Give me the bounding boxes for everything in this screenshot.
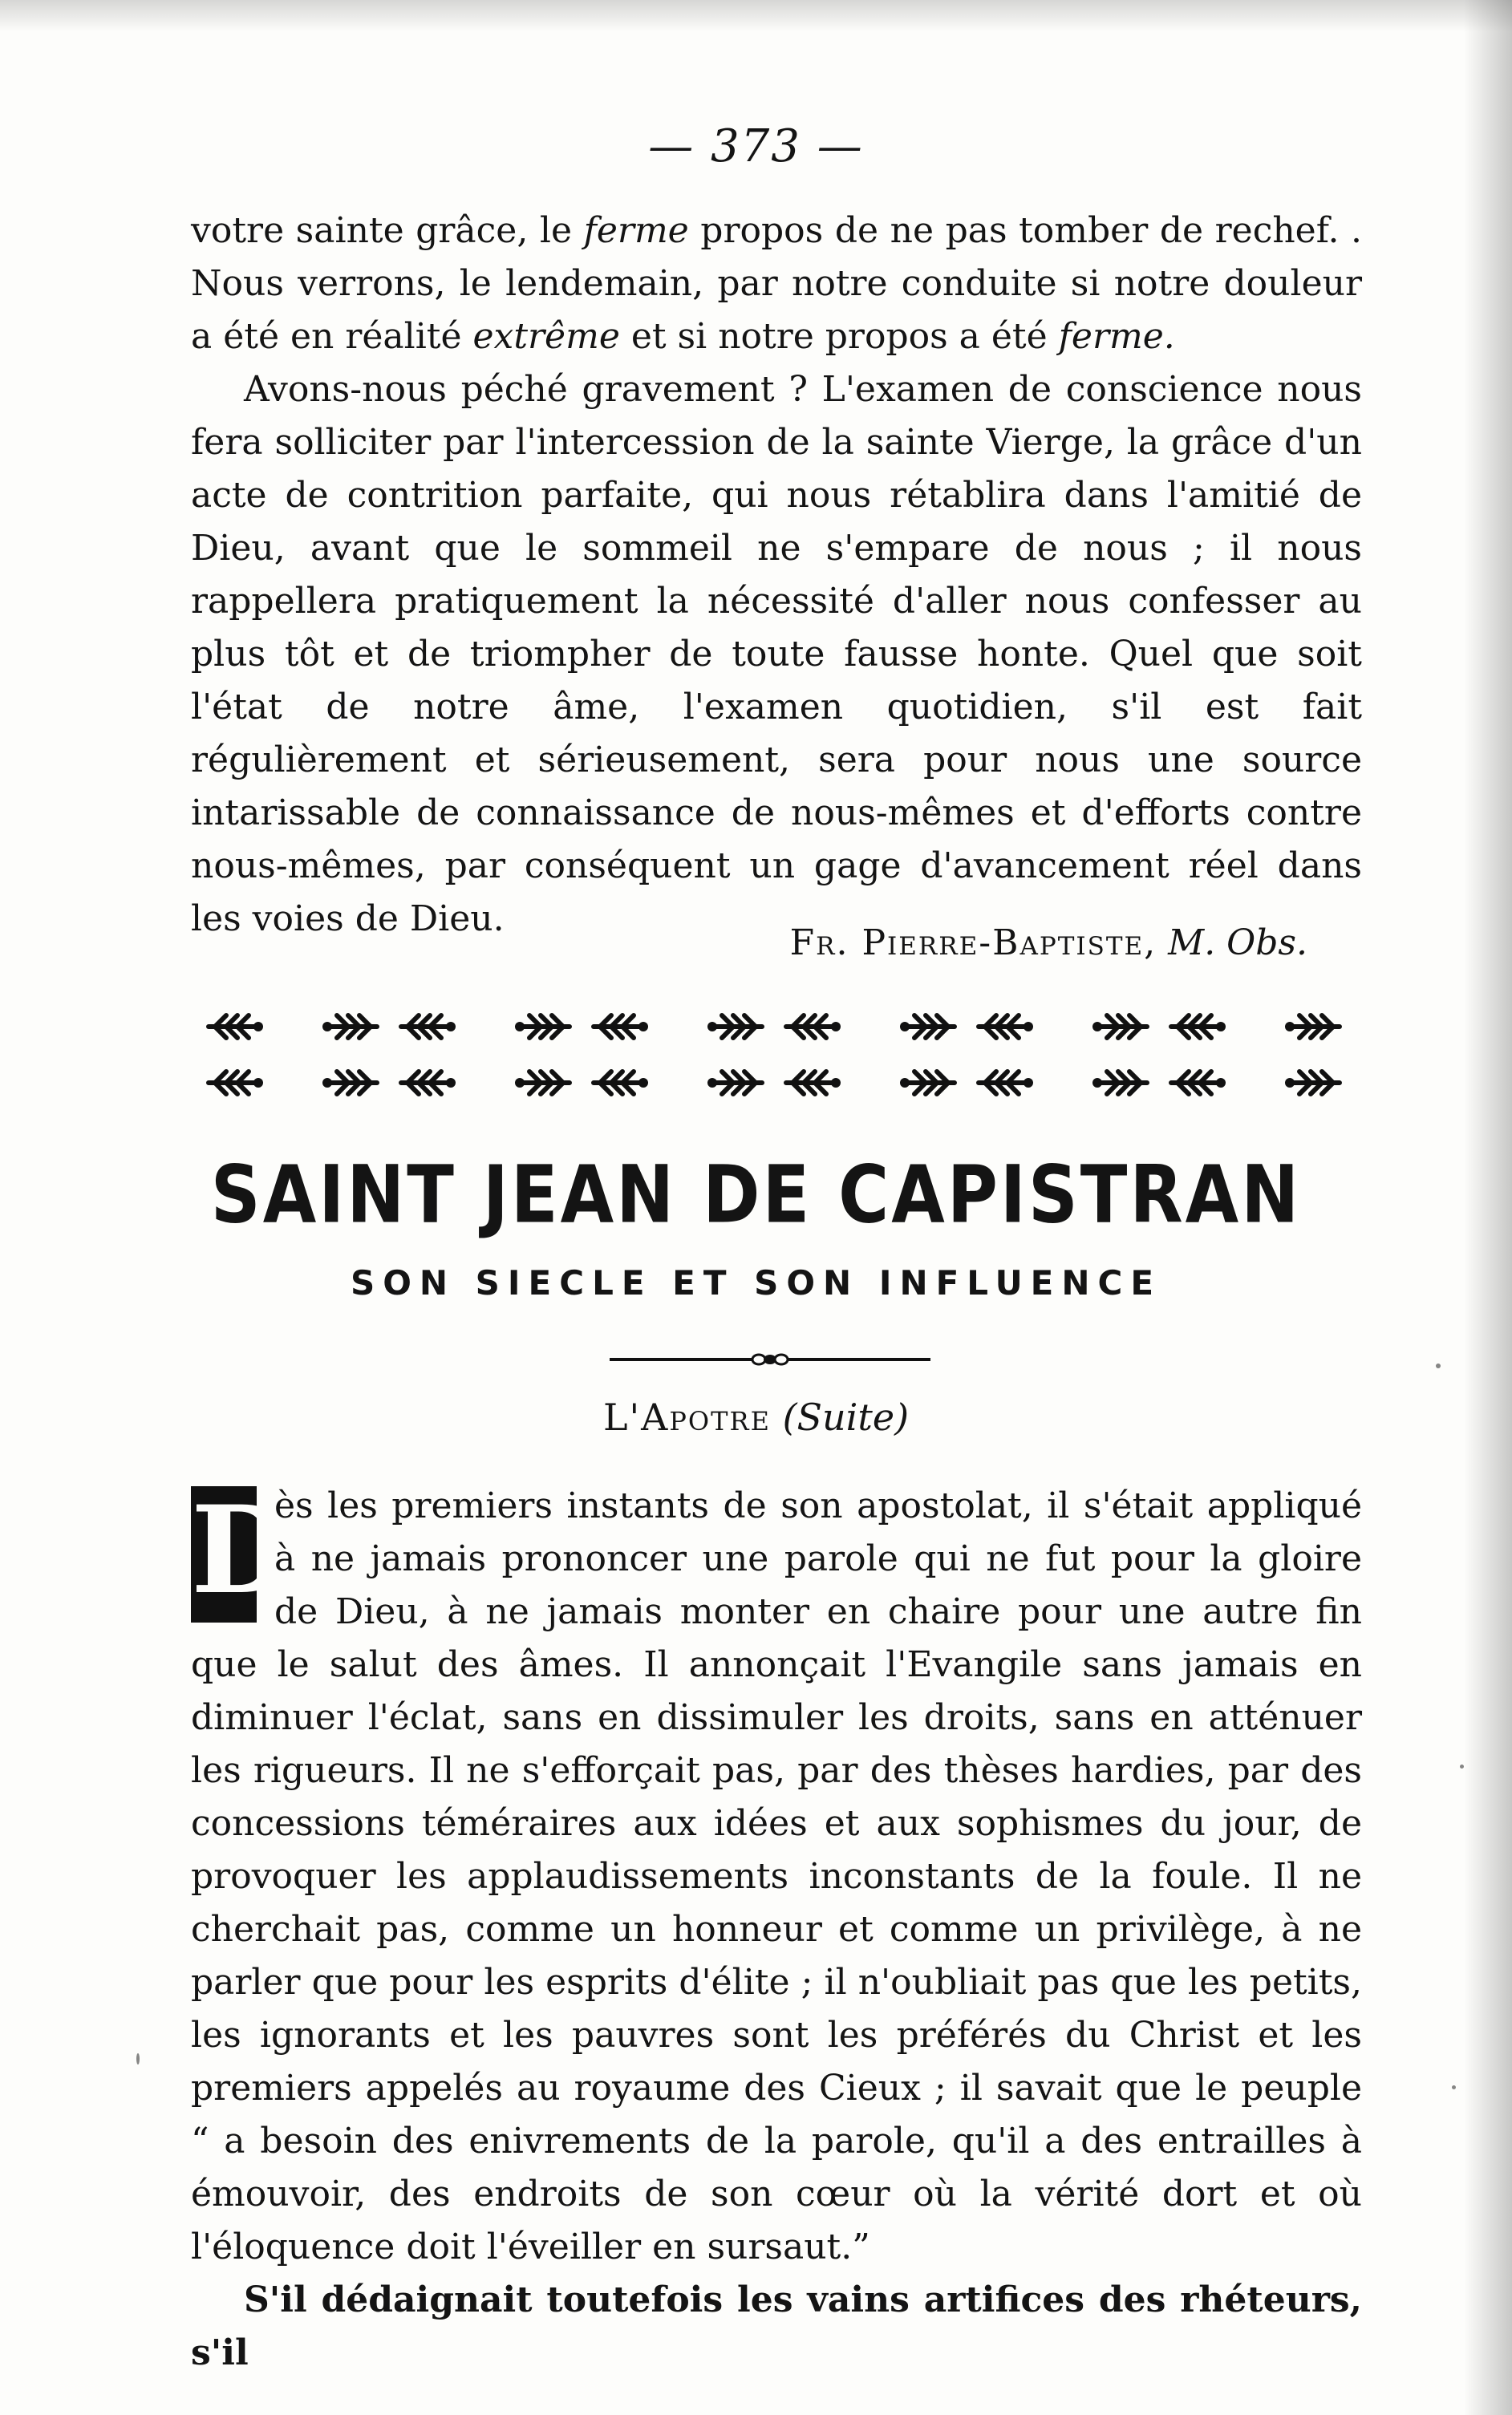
continuation-text (191, 205, 1362, 946)
author-name: Fr. Pierre-Baptiste, (789, 922, 1157, 963)
ornament-row-top (209, 1015, 1340, 1038)
section-note: (Suite) (782, 1396, 910, 1439)
continuation-paragraph-2: Avons-nous péché gravement ? L'examen de conscience nous fera solliciter par l'intercession de la sainte Vierge, la grâce d'un acte de contrition parfaite, qui nous rétablira dans l'amitié de Dieu, avant que le sommeil ne s'empare de nous ; il nous rappellera pratiquement la nécessité d'aller nous confesser au plus tôt et de triompher de toute fausse honte. Quel que soit l'état de notre âme, l'examen quotidien, s'il est fait régulièrement et sérieusement, sera pour nous une source intarissable de connaissance de nous-mêmes et d'efforts contre nous-mêmes, par conséquent un gage d'avancement réel dans les voies de Dieu. (191, 369, 1362, 939)
scan-speck (1436, 1364, 1441, 1368)
scan-speck (1460, 1765, 1464, 1769)
italic-run: ferme (583, 210, 689, 251)
scan-speck (1452, 2085, 1456, 2089)
decorative-ornament-border (201, 1003, 1356, 1115)
scan-shadow-top (0, 0, 1512, 32)
article-body (191, 1480, 1362, 2380)
drop-cap-letter: D (191, 1480, 296, 1621)
section-label: L'Apotre (602, 1396, 771, 1439)
italic-run: extrême (472, 316, 620, 357)
article-subtitle: SON SIECLE ET SON INFLUENCE (350, 1263, 1162, 1303)
author-signature (0, 922, 1307, 963)
author-order: M. Obs. (1168, 922, 1307, 963)
text-run: propos de ne pas tomber de rechef. . Nous verrons, le lendemain, par notre conduite si notre douleur a été en réalité (191, 210, 1362, 357)
decorative-rule (610, 1347, 930, 1372)
section-heading (0, 1396, 1512, 1439)
continuation-paragraph-1 (191, 205, 1362, 363)
article-paragraph-1 (191, 1480, 1362, 2274)
italic-run: ferme. (1058, 316, 1175, 357)
text-run: et si notre propos a été (619, 316, 1059, 357)
article-paragraph-2: S'il dédaignait toutefois les vains artifices des rhéteurs, s'il (191, 2279, 1362, 2373)
text-run: votre sainte grâce, le (191, 210, 584, 251)
article-paragraph-1-text: ès les premiers instants de son apostolat, il s'était appliqué à ne jamais prononcer une parole qui ne fut pour la gloire de Dieu, à ne jamais monter en chaire pour une autre fin que le salut des âmes. Il annonçait l'Evangile sans jamais en diminuer l'éclat, sans en dissimuler les droits, sans en atténuer les rigueurs. Il ne s'efforçait pas, par des thèses hardies, par des concessions téméraires aux idées et aux sophismes du jour, de provoquer les applaudissements inconstants de la foule. Il ne cherchait pas, comme un honneur et comme un privilège, à ne parler que pour les esprits d'élite ; il n'oubliait pas que les petits, les ignorants et les pauvres sont les préférés du Christ et les premiers appelés au royaume des Cieux ; il savait que le peuple “ a besoin des enivrements de la parole, qu'il a des entrailles à émouvoir, des endroits de son cœur où la vérité dort et où l'éloquence doit l'éveiller en sursaut.” (191, 1485, 1362, 2267)
scan-speck (136, 2053, 140, 2065)
article-title: SAINT JEAN DE CAPISTRAN (210, 1149, 1302, 1242)
ornament-row-bottom (209, 1072, 1340, 1094)
page-number: — 373 — (648, 120, 864, 172)
